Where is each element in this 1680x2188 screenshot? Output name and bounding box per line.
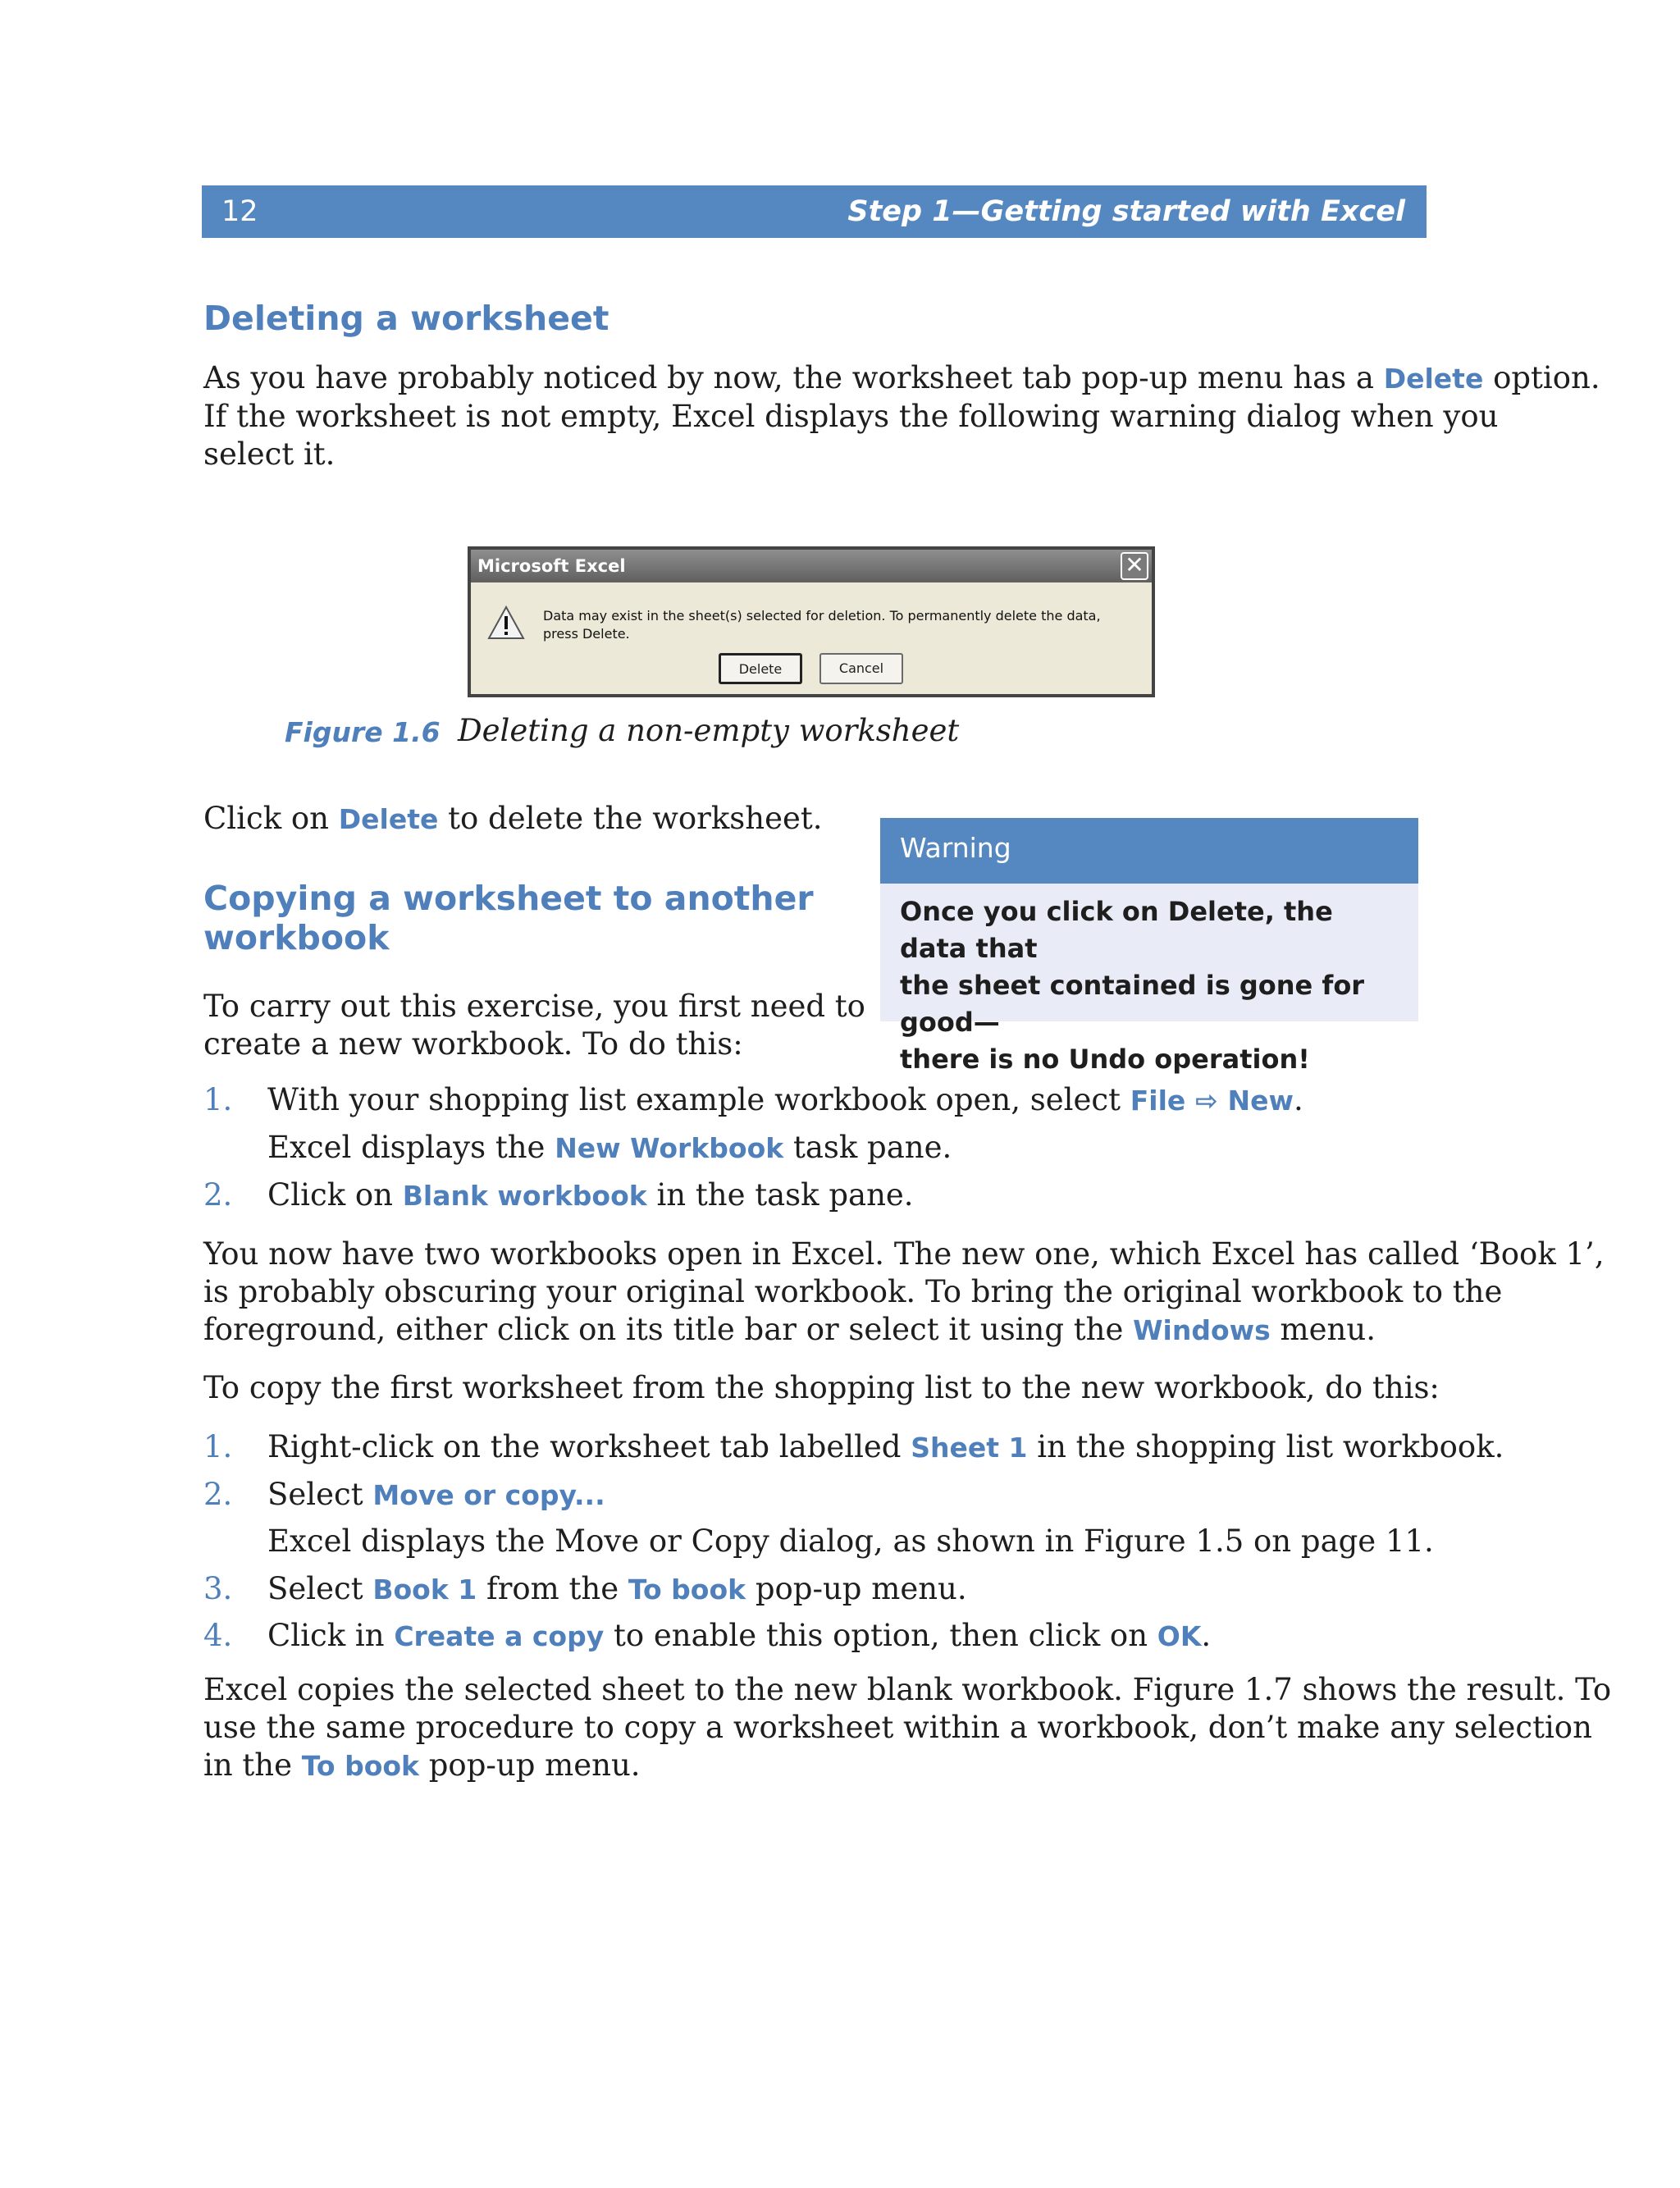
list-item: 2. Select Move or copy... xyxy=(203,1477,605,1512)
intro-line-2: If the worksheet is not empty, Excel displays the following warning dialog when you xyxy=(203,399,1499,434)
keyword-windows: Windows xyxy=(1133,1314,1271,1346)
step-number: 1. xyxy=(203,1429,233,1464)
menu-arrow-icon: ⇨ xyxy=(1195,1085,1218,1117)
copy-intro-paragraph: To carry out this exercise, you first need to create a new workbook. To do this: xyxy=(203,989,865,1062)
figure-caption: Deleting a non-empty worksheet xyxy=(458,713,960,748)
dialog-message: Data may exist in the sheet(s) selected for deletion. To permanently delete the data, press Delete. xyxy=(543,608,1101,642)
intro-paragraph xyxy=(203,359,1600,473)
keyword-sheet-1: Sheet 1 xyxy=(911,1432,1028,1464)
list-item: 1. With your shopping list example workbook open, select File ⇨ New. xyxy=(203,1082,1303,1117)
cancel-button[interactable]: Cancel xyxy=(819,653,903,684)
list-item: 3. Select Book 1 from the To book pop-up menu. xyxy=(203,1571,967,1606)
warning-box xyxy=(880,818,1418,1075)
list-item-note: Excel displays the New Workbook task pane. xyxy=(267,1130,952,1165)
intro-line-1: As you have probably noticed by now, the worksheet tab pop-up menu has a Delete option. xyxy=(203,360,1600,395)
warning-body: Once you click on Delete, the data that the sheet contained is gone for good— there is no Undo operation! xyxy=(900,896,1365,1075)
click-delete-paragraph: Click on Delete to delete the worksheet. xyxy=(203,801,823,836)
keyword-ok: OK xyxy=(1157,1620,1202,1652)
dialog-title: Microsoft Excel xyxy=(477,556,626,576)
keyword-new-workbook: New Workbook xyxy=(555,1132,784,1164)
keyword-to-book: To book xyxy=(628,1574,746,1606)
delete-button[interactable]: Delete xyxy=(719,653,802,684)
keyword-create-a-copy: Create a copy xyxy=(394,1620,605,1652)
running-header xyxy=(202,185,1427,238)
intro-line-3: select it. xyxy=(203,436,336,472)
list-item: 4. Click in Create a copy to enable this option, then click on OK. xyxy=(203,1618,1212,1653)
heading-deleting-worksheet: Deleting a worksheet xyxy=(203,299,609,338)
keyword-move-or-copy: Move or copy... xyxy=(372,1479,605,1511)
keyword-delete: Delete xyxy=(338,803,439,835)
page-number: 12 xyxy=(221,195,258,228)
list-item-note: Excel displays the Move or Copy dialog, as shown in Figure 1.5 on page 11. xyxy=(267,1523,1434,1559)
keyword-book-1: Book 1 xyxy=(372,1574,477,1606)
warning-icon xyxy=(487,605,525,640)
keyword-blank-workbook: Blank workbook xyxy=(402,1180,647,1212)
keyword-to-book: To book xyxy=(301,1750,419,1782)
warning-title: Warning xyxy=(900,832,1011,864)
dialog-titlebar xyxy=(471,550,1152,582)
step-number: 3. xyxy=(203,1571,233,1606)
workbooks-paragraph: You now have two workbooks open in Excel. The new one, which Excel has called ‘Book 1’, is probably obscuring your original workbook. To bring the original workbook to the foreground, either click on its title bar or select it using the Windows menu. xyxy=(203,1236,1605,1347)
keyword-new: New xyxy=(1227,1085,1294,1117)
step-number: 4. xyxy=(203,1618,233,1653)
step-number: 2. xyxy=(203,1477,233,1512)
result-paragraph: Excel copies the selected sheet to the new blank workbook. Figure 1.7 shows the result. To use the same procedure to copy a worksheet within a workbook, don’t make any selection in the To book pop-up menu. xyxy=(203,1672,1612,1783)
keyword-file: File xyxy=(1130,1085,1186,1117)
keyword-delete: Delete xyxy=(1383,363,1484,395)
step-number: 1. xyxy=(203,1082,233,1117)
copy-first-sheet-paragraph: To copy the first worksheet from the shopping list to the new workbook, do this: xyxy=(203,1370,1440,1405)
heading-copying-worksheet: Copying a worksheet to another workbook xyxy=(203,879,814,957)
warning-box-header xyxy=(880,818,1418,884)
figure-label: Figure 1.6 xyxy=(285,716,441,748)
chapter-title: Step 1—Getting started with Excel xyxy=(847,195,1405,228)
list-item: 2. Click on Blank workbook in the task pane. xyxy=(203,1177,914,1213)
step-number: 2. xyxy=(203,1177,233,1213)
close-icon[interactable]: ✕ xyxy=(1121,552,1148,580)
list-item: 1. Right-click on the worksheet tab labelled Sheet 1 in the shopping list workbook. xyxy=(203,1429,1504,1464)
excel-warning-dialog xyxy=(468,546,1155,697)
